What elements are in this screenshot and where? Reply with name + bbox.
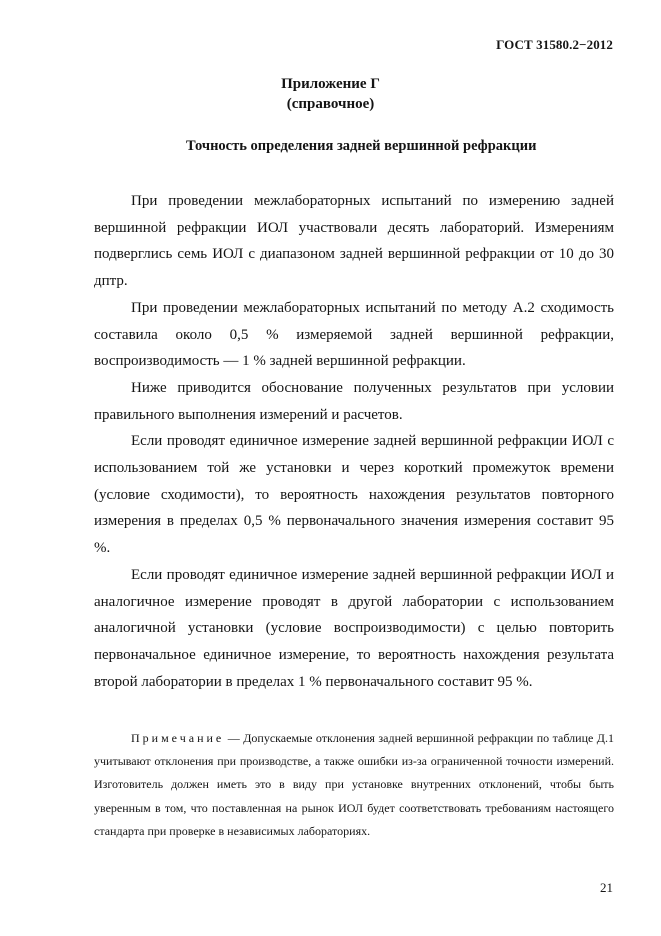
standard-header: ГОСТ 31580.2−2012 [496,37,613,52]
paragraph: Если проводят единичное измерение задней вершинной рефракции ИОЛ с использованием той же установки и через короткий промежуток времени (условие сходимости), то вероятность нахождения результатов повторного измерения в пределах 0,5 % первоначального значения измерения составит 95 %. [94,433,614,557]
paragraph: Если проводят единичное измерение задней вершинной рефракции ИОЛ и аналогичное измерение проводят в другой лаборатории с использованием аналогичной установки (условие воспроизводимости) с целью повторить первоначальное единичное измерение, то вероятность нахождения результата второй лаборатории в пределах 1 % первоначального составит 95 %. [94,566,614,690]
section-title: Точность определения задней вершинной рефракции [186,138,537,154]
paragraph: При проведении межлабораторных испытаний по измерению задней вершинной рефракции ИОЛ участвовали десять лабораторий. Измерениям подверглись семь ИОЛ с диапазоном задней вершинной рефракции от 10 до 30 дптр. [94,193,614,290]
appendix-subtitle: (справочное) [286,96,375,112]
note [94,727,614,843]
body-text [94,188,614,695]
paragraph: Ниже приводится обоснование полученных результатов при условии правильного выполнения измерений и расчетов. [94,379,614,423]
note-label: Примечание [131,731,225,745]
note-separator: — [224,731,244,745]
appendix-heading [0,74,661,114]
paragraph: При проведении межлабораторных испытаний по методу А.2 сходимость составила около 0,5 % измеряемой задней вершинной рефракции, воспроизводимость — 1 % задней вершинной рефракции. [94,299,614,370]
page-number: 21 [600,880,613,895]
note-text: Допускаемые отклонения задней вершинной рефракции по таблице Д.1 учитывают отклонения при производстве, а также ошибки из-за ограниченной точности измерений. Изготовитель должен иметь это в виду при установке внутренних отклонений, чтобы быть уверенным в том, что поставленная на рынок ИОЛ будет соответствовать требованиям настоящего стандарта при проверке в независимых лабораториях. [94,731,614,838]
appendix-title: Приложение Г [281,76,380,92]
